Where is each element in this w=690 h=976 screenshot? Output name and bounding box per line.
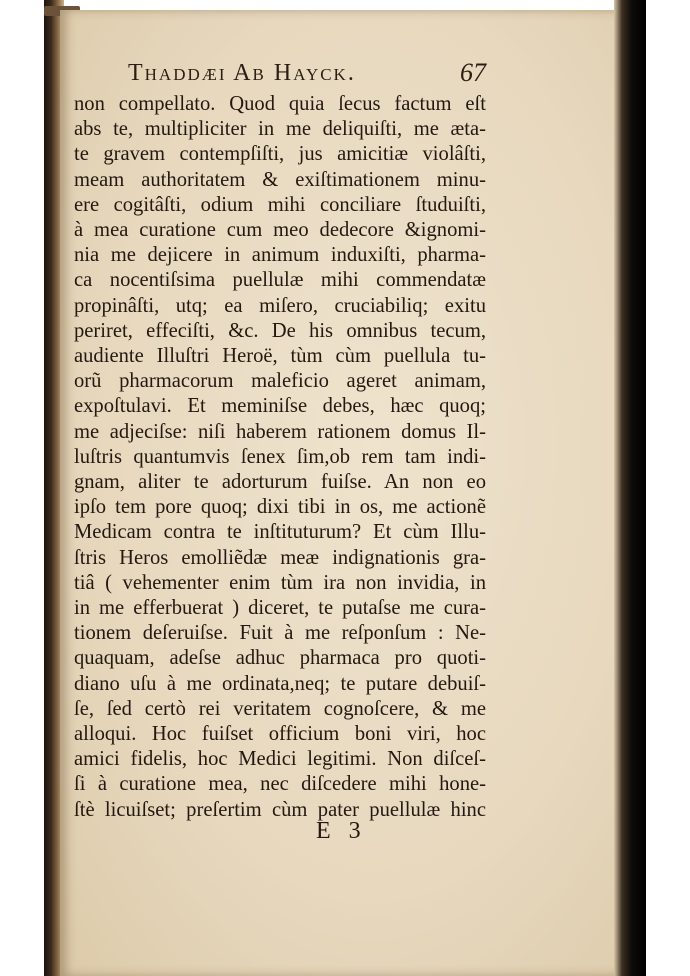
text-line: me adjeciſse: niſi haberem rationem domus Il- bbox=[74, 420, 486, 443]
page-number: 67 bbox=[460, 58, 486, 87]
text-line: tionem deſeruiſse. Fuit à me reſponſum : Ne- bbox=[74, 622, 486, 645]
text-line: meam authoritatem & exiſtimationem minu- bbox=[74, 168, 486, 191]
book-edge-right bbox=[614, 0, 646, 976]
text-line: audiente Illuſtri Heroë, tùm cùm puellula tu- bbox=[74, 345, 486, 368]
text-line: te gravem contempſiſti, jus amicitiæ violâſti, bbox=[74, 143, 486, 166]
text-line: ca nocentiſsima puellulæ mihi commendatæ bbox=[74, 269, 486, 292]
text-line: nia me dejicere in animum induxiſti, pharma- bbox=[74, 244, 486, 267]
text-line: orũ pharmacorum maleficio ageret animam, bbox=[74, 370, 486, 393]
text-line: ere cogitâſti, odium mihi conciliare ſtuduiſti, bbox=[74, 193, 486, 216]
text-line: amici fidelis, hoc Medici legitimi. Non diſceſ- bbox=[74, 748, 486, 771]
text-line: Medicam contra te inſtituturum? Et cùm Illu- bbox=[74, 521, 486, 544]
text-line: expoſtulavi. Et meminiſse debes, hæc quoq; bbox=[74, 395, 486, 418]
body-text bbox=[74, 92, 486, 823]
text-line: à mea curatione cum meo dedecore &ignomi- bbox=[74, 219, 486, 242]
text-line: alloqui. Hoc fuiſset officium boni viri, hoc bbox=[74, 723, 486, 746]
text-line: in me efferbuerat ) diceret, te putaſse me cura- bbox=[74, 597, 486, 620]
text-line: non compellato. Quod quia ſecus factum eſt bbox=[74, 93, 486, 115]
text-line: quaquam, adeſse adhuc pharmaca pro quoti- bbox=[74, 647, 486, 670]
text-line: luſtris quantumvis ſenex ſim,ob rem tam indi- bbox=[74, 445, 486, 468]
text-line: ſe, ſed certò rei veritatem cognoſcere, & me bbox=[74, 697, 486, 720]
signature-mark: E 3 bbox=[316, 818, 367, 844]
text-line: periret, effeciſti, &c. De his omnibus tecum, bbox=[74, 319, 486, 342]
text-line: ſi à curatione mea, nec diſcedere mihi hone- bbox=[74, 773, 486, 796]
text-line: ſtè licuiſset; preſertim cùm pater puellulæ hinc bbox=[74, 798, 486, 821]
text-line: diano uſu à me ordinata,neq; te putare debuiſ- bbox=[74, 672, 486, 695]
text-line: ipſo tem pore quoq; dixi tibi in os, me actionẽ bbox=[74, 496, 486, 519]
text-line: abs te, multipliciter in me deliquiſti, me æta- bbox=[74, 118, 486, 141]
text-line: ſtris Heros emolliẽdæ meæ indignationis gra- bbox=[74, 546, 486, 569]
text-line: propinâſti, utq; ea miſero, cruciabiliq; exitu bbox=[74, 294, 486, 317]
text-line: tiâ ( vehementer enim tùm ira non invidia, in bbox=[74, 571, 486, 594]
text-line: gnam, aliter te adorturum fuiſse. An non eo bbox=[74, 471, 486, 494]
running-head: Thaddæi Ab Hayck. bbox=[128, 60, 356, 86]
